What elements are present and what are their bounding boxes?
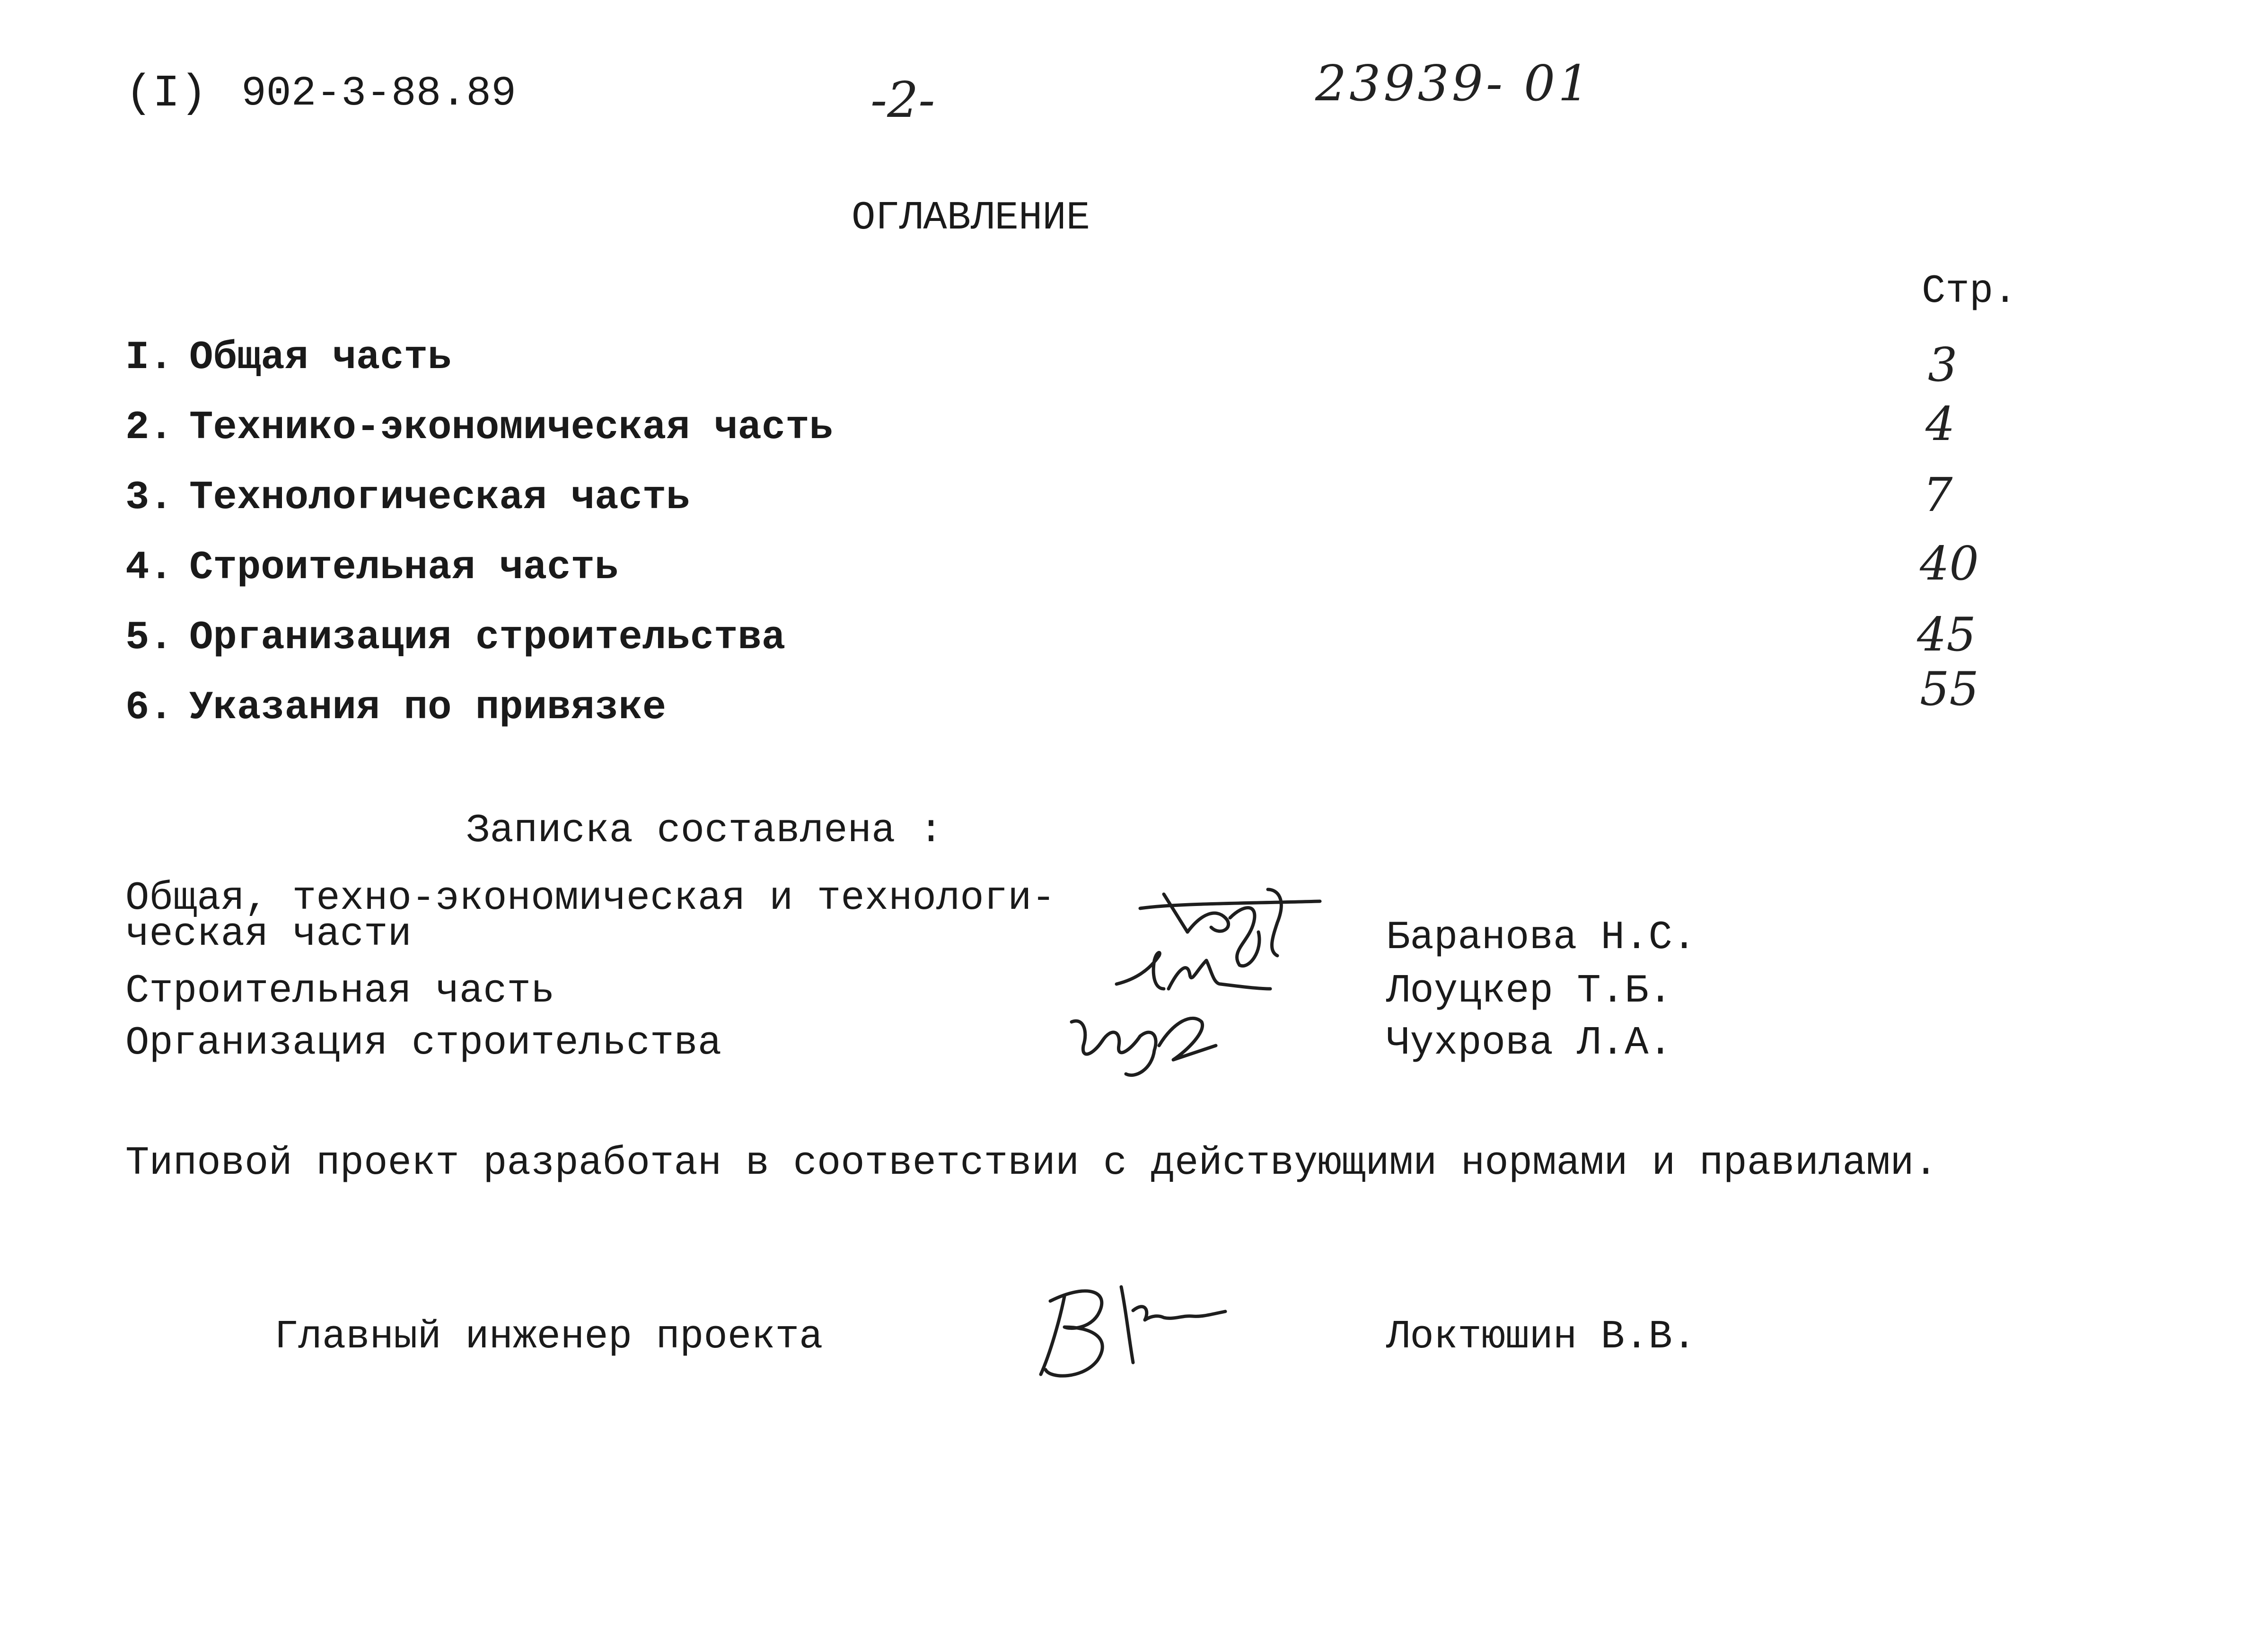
- page-label: -2-: [870, 71, 935, 129]
- chief-engineer-title: Главный инженер проекта: [274, 1315, 823, 1360]
- toc-item-number: 2.: [125, 405, 173, 450]
- toc-item: [125, 545, 977, 596]
- author-name: Чухрова Л.А.: [1386, 1021, 1672, 1066]
- toc-page-number: 7: [1923, 468, 1953, 522]
- author-role: [125, 876, 1055, 957]
- part-marker: (I): [125, 68, 207, 119]
- archive-number: 23939- 01: [1315, 54, 1592, 112]
- author-name: Баранова Н.С.: [1386, 915, 1697, 960]
- signature-loutsker: [1107, 941, 1277, 1008]
- toc-item-label: Строительная часть: [189, 545, 619, 590]
- toc-page-number: 40: [1920, 537, 1979, 591]
- toc-item: [125, 405, 977, 456]
- toc-page-number: 55: [1920, 662, 1979, 716]
- toc-item-number: 3.: [125, 475, 173, 520]
- statement: Типовой проект разработан в соответствии с действующими нормами и правилами.: [125, 1141, 1938, 1186]
- toc-item-label: Общая часть: [189, 335, 452, 380]
- author-role: Строительная часть: [125, 969, 555, 1014]
- toc-page-number: 45: [1917, 608, 1976, 662]
- toc-item-label: Организация строительства: [189, 616, 786, 660]
- toc-item-label: Технико-экономическая часть: [189, 405, 834, 450]
- toc-item: [125, 618, 977, 666]
- author-role-line: ческая части: [125, 912, 412, 957]
- toc-item: [125, 335, 977, 386]
- signature-loktyushin: [1031, 1273, 1239, 1386]
- toc-item-number: 5.: [125, 616, 173, 660]
- chief-engineer-name: Локтюшин В.В.: [1386, 1315, 1697, 1360]
- project-code: 902-3-88.89: [241, 70, 516, 117]
- toc-item-number: I.: [125, 335, 173, 380]
- authors-heading: Записка составлена :: [466, 809, 943, 853]
- toc-item: [125, 688, 977, 736]
- toc-page-number: 3: [1928, 338, 1958, 392]
- toc-item-number: 4.: [125, 545, 173, 590]
- author-name: Лоуцкер Т.Б.: [1386, 969, 1672, 1014]
- signature-chukhrova: [1064, 998, 1244, 1083]
- toc-title: ОГЛАВЛЕНИЕ: [852, 196, 1090, 241]
- toc-item: [125, 475, 977, 526]
- toc-item-label: Технологическая часть: [189, 475, 690, 520]
- toc-page-number: 4: [1925, 397, 1955, 451]
- toc-item-label: Указания по привязке: [189, 686, 667, 730]
- author-role-line: Общая, техно-экономическая и технологи-: [125, 876, 1055, 921]
- page-column-label: Стр.: [1922, 269, 2017, 314]
- author-role: Организация строительства: [125, 1021, 722, 1066]
- toc-item-number: 6.: [125, 686, 173, 730]
